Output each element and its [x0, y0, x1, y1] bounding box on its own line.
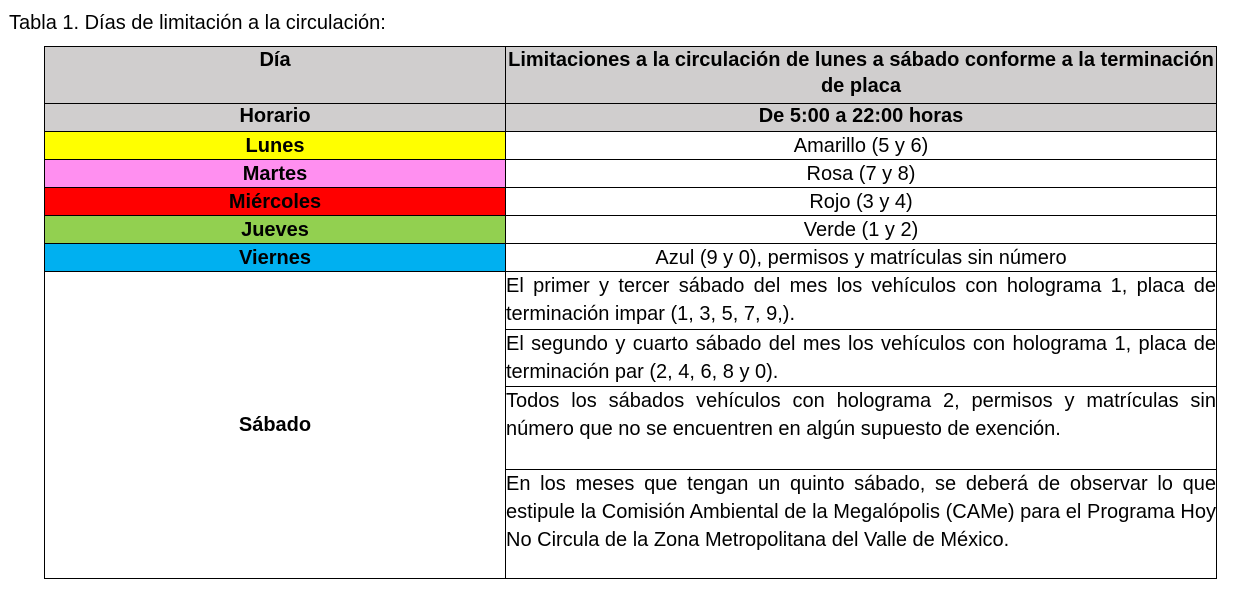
day-miercoles: Miércoles: [45, 188, 506, 216]
header-limitations: Limitaciones a la circulación de lunes a sábado conforme a la terminación de placa: [506, 47, 1217, 104]
day-lunes: Lunes: [45, 132, 506, 160]
value-martes: Rosa (7 y 8): [506, 160, 1217, 188]
table-row: [45, 188, 1217, 216]
table-row: [45, 272, 1217, 330]
value-lunes: Amarillo (5 y 6): [506, 132, 1217, 160]
day-jueves: Jueves: [45, 216, 506, 244]
value-jueves: Verde (1 y 2): [506, 216, 1217, 244]
header-day: Día: [45, 47, 506, 104]
circulation-limits-table: [44, 46, 1217, 579]
table-header-row: [45, 47, 1217, 104]
horario-label: Horario: [45, 104, 506, 132]
day-sabado: Sábado: [45, 272, 506, 579]
value-viernes: Azul (9 y 0), permisos y matrículas sin número: [506, 244, 1217, 272]
table-row: [45, 244, 1217, 272]
sabado-rule: El segundo y cuarto sábado del mes los vehículos con holograma 1, placa de terminación par (2, 4, 6, 8 y 0).: [506, 330, 1217, 387]
table-row: [45, 160, 1217, 188]
table-row: [45, 132, 1217, 160]
horario-value: De 5:00 a 22:00 horas: [506, 104, 1217, 132]
day-martes: Martes: [45, 160, 506, 188]
sabado-rule: El primer y tercer sábado del mes los vehículos con holograma 1, placa de terminación impar (1, 3, 5, 7, 9,).: [506, 272, 1217, 330]
sabado-rule: Todos los sábados vehículos con holograma 2, permisos y matrículas sin número que no se encuentren en algún supuesto de exención.: [506, 387, 1217, 470]
table-row: [45, 216, 1217, 244]
sabado-rule: En los meses que tengan un quinto sábado, se deberá de observar lo que estipule la Comisión Ambiental de la Megalópolis (CAMe) para el Programa Hoy No Circula de la Zona Metropolitana del Valle de México.: [506, 470, 1217, 579]
table-caption: Tabla 1. Días de limitación a la circulación:: [9, 12, 386, 34]
day-viernes: Viernes: [45, 244, 506, 272]
horario-row: [45, 104, 1217, 132]
value-miercoles: Rojo (3 y 4): [506, 188, 1217, 216]
